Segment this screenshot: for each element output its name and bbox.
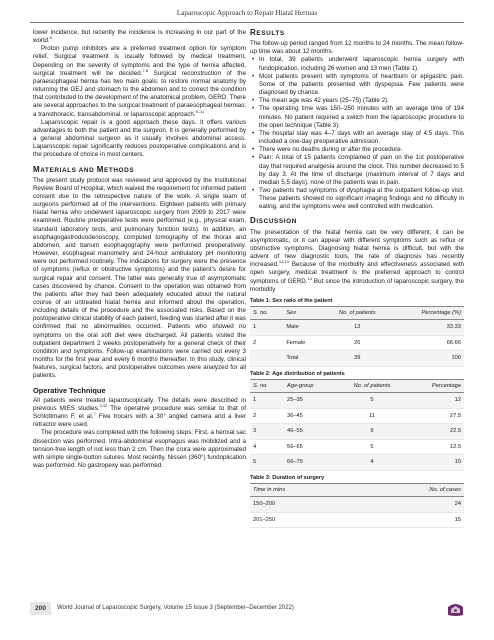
- table-cell: 4: [337, 455, 407, 471]
- table-cell: 1: [250, 393, 284, 409]
- table-cell: 66–75: [284, 455, 337, 471]
- table-cell: 100: [391, 351, 464, 367]
- table-row: [250, 455, 464, 471]
- page-number: 200: [30, 602, 51, 615]
- table-header: Time in mins: [250, 483, 358, 496]
- table-cell: 26: [323, 335, 391, 351]
- table3-caption: Table 3: Duration of surgery: [250, 474, 325, 481]
- citation: 3,12: [99, 402, 108, 408]
- table-row: [250, 408, 464, 424]
- results-paragraph: The follow-up period ranged from 12 months to 24 months. The mean follow-up time was about 12 months.: [250, 40, 464, 56]
- citation: 12,13: [278, 259, 289, 265]
- operative-paragraph: [33, 397, 246, 430]
- table-cell: 150–200: [250, 497, 358, 513]
- results-list-item: • Most patients present with symptoms of heartburn or epigastric pain. Some of the patients presented with dyspepsia. Few patients were diagnosed by chance.: [250, 73, 464, 97]
- table-cell: 201–250: [250, 512, 358, 528]
- running-header: Laparoscopic Approach to Repair Hiatal Hernias: [176, 9, 318, 17]
- sex-ratio-table: [250, 306, 464, 367]
- methods-paragraph: The present study protocol was reviewed and approved by the Institutional Review Board of Hospital, which waived the requirement for informed patient consent due to the retrospective nature of the work. A single team of surgeons performed all of the interventions. Eighteen patients with primary hiatal hernia who underwent laparoscopic surgery from 2009 to 2017 were examined. Routine preoperative tests were performed (e.g., physical exam, standard laboratory tests, and pulmonary function tests). In addition, an esophagogastroduodenoscopy, computed tomography of the thorax and abdomen, and barium esophagography were performed preoperatively. However, esophageal manometry and 24-hour ambulatory pH monitoring were not performed routinely. The indications for surgery were the presence of symptoms (reflux or obstructive symptoms) and the patient’s desire for surgical repair and consent. The latter was generally true of asymptomatic cases discovered by chance. Consent to the operation was obtained from the patients after they had been adequately educated about the natural course of an untreated hiatal hernia and informed about the operation, including details of the procedure and the associated risks. Based on the postoperative clinical stability of each patient, feeding was started after it was confirmed that no abnormalities occurred. Patients who showed no symptoms on the oral soft diet were discharged. All patients visited the outpatient department 2 weeks postoperatively for a general check of their condition and symptoms. Follow-up examinations were carried out every 3 months for the first year and every 6 months thereafter. In this study, clinical features, surgical factors, and postoperative outcomes were analyzed for all patients.: [33, 176, 246, 380]
- discussion-paragraph: [250, 229, 464, 294]
- results-list: [250, 56, 464, 211]
- table-cell: 22.5: [407, 424, 464, 440]
- results-list-item: • The mean age was 42 years (25–75) (Table 2).: [250, 97, 464, 105]
- citation: 14: [307, 275, 312, 281]
- table-cell: 46–55: [284, 424, 337, 440]
- table-cell: 3: [250, 424, 284, 440]
- discussion-text-c: But since the introduction of laparoscopic surgery, the morbidity: [250, 277, 464, 293]
- table-cell: 24: [358, 497, 464, 513]
- table-cell: 11: [337, 408, 407, 424]
- table-cell: Male: [283, 320, 323, 336]
- discussion-heading: DISCUSSION: [250, 216, 297, 226]
- discussion-text-a: The presentation of the hiatal hernia can be very different, it can be asymptomatic, or it can appear with different symptoms such as reflux or obstructive symptoms. Diagnosing hiatal hernia is difficult, but with the advent of new diagnostic tools, the rate of diagnosis has recently increased.: [250, 228, 464, 269]
- right-column: [250, 29, 464, 530]
- table-cell: 36–45: [284, 408, 337, 424]
- results-list-item: • In total, 39 patients underwent laparoscopic hernia surgery with fundoplication, including 26 women and 13 men (Table 1).: [250, 56, 464, 72]
- table-cell: 9: [337, 424, 407, 440]
- table-row: [250, 439, 464, 455]
- table-row: [250, 512, 464, 528]
- table-header: S. no.: [250, 379, 284, 392]
- table-cell: Female: [283, 335, 323, 351]
- operative-technique-heading: Operative Technique: [33, 385, 106, 395]
- table-cell: 1: [250, 320, 283, 336]
- table-cell: 4: [250, 439, 284, 455]
- table-cell: 5: [337, 393, 407, 409]
- table-cell: Total: [283, 351, 323, 367]
- citation: 7: [93, 411, 96, 417]
- ppi-text-a: Proton pump inhibitors are a preferred treatment option for symptom relief. Surgical treatment is usually followed by medical treatment. Depending on the severity of symptoms and the type of hernia affected, surgical treatment will be decided.: [33, 45, 246, 77]
- results-list-item: • The hospital stay was 4–7 days with an average stay of 4.5 days. This included a one-day preoperative admission.: [250, 130, 464, 146]
- table1-caption: Table 1: Sex ratio of the patient: [250, 297, 333, 304]
- table-cell: 5: [250, 455, 284, 471]
- operative-text-b: The operative procedure was similar to that of Schlottmann F, et al.: [33, 404, 247, 421]
- table-cell: 2: [250, 335, 283, 351]
- intro-text: lower incidence, but recently the incidence is increasing in our part of the world.: [33, 29, 246, 45]
- table-row: [250, 497, 464, 513]
- table-cell: 56–65: [284, 439, 337, 455]
- table-header: Sex: [283, 307, 323, 320]
- publisher-logo-icon: [447, 601, 464, 617]
- table-header: S. no.: [250, 307, 283, 320]
- table-cell: 33.33: [391, 320, 464, 336]
- table-row: [250, 393, 464, 409]
- results-list-item: • There were no deaths during or after the procedure.: [250, 146, 464, 154]
- ppi-paragraph: [33, 45, 246, 118]
- table-cell: 13: [323, 320, 391, 336]
- table-cell: 12.5: [407, 439, 464, 455]
- table-row: [250, 335, 464, 351]
- results-list-item: • Two patients had symptoms of dysphagia at the outpatient follow-up visit. These patients showed no significant imaging findings and no difficulty in eating, and the symptoms were well controlled with medication.: [250, 187, 464, 211]
- table-cell: 25–35: [284, 393, 337, 409]
- table-cell: 27.5: [407, 408, 464, 424]
- table-row: [250, 351, 464, 367]
- table-header: No. of patients: [323, 307, 391, 320]
- table-header: Percentage (%): [391, 307, 464, 320]
- ppi-text-b: Surgical reconstruction of the paraesophageal hernia has two main goals: to restore normal anatomy by returning the GEJ and stomach to the abdomen and to correct the condition that contributed to the development of the anatomical problem, GERD. There are several approaches to the surgical treatment of paraesophageal hernias; a transthoracic, transabdominal, or laparoscopic approach.: [33, 69, 246, 118]
- table2-caption: Table 2: Age distribution of patients: [250, 370, 345, 377]
- table-cell: 5: [337, 439, 407, 455]
- intro-paragraph: [33, 29, 246, 45]
- table-cell: 12: [407, 393, 464, 409]
- table-cell: 66.66: [391, 335, 464, 351]
- table-header: Percentage: [407, 379, 464, 392]
- left-column: [33, 29, 246, 470]
- journal-citation: World Journal of Laparoscopic Surgery, Volume 15 Issue 3 (September–December 2022): [57, 605, 294, 611]
- results-heading: RESULTS: [250, 28, 285, 37]
- table-cell: 39: [323, 351, 391, 367]
- materials-methods-heading: MATERIALS AND METHODS: [33, 164, 135, 174]
- header-rule: [30, 22, 464, 23]
- surgery-duration-table: [250, 483, 464, 528]
- operative-text-c: Five trocars with a 30° angled camera and a liver retractor were used.: [33, 413, 246, 429]
- table-cell: 15: [358, 512, 464, 528]
- table-cell: 10: [407, 455, 464, 471]
- citation: 6: [49, 35, 52, 41]
- procedure-paragraph: The procedure was completed with the following steps: First, a hernial sac dissection was performed. Intra-abdominal esophagus was mobilized and a tension-free length of not less than 2 cm. Then the crura were approximated with simple single-button sutures. Most recently, Nissen (360°) fundoplication was performed. No gastropexy was performed.: [33, 429, 246, 469]
- results-list-item: • Pain: A total of 15 patients complained of pain on the 1st postoperative day that required analgesia around the clock. This number decreased to 5 by day 3. At the time of discharge (maximum interval of 7 days and median 5.5 days), none of the patients was in pain.: [250, 154, 464, 187]
- table-row: [250, 424, 464, 440]
- table-header: No. of cases: [358, 483, 464, 496]
- table-cell: 2: [250, 408, 284, 424]
- discussion-text-b: Because of the morbidity and effectiveness associated with open surgery, medical treatment is the preferred approach to control symptoms of GERD.: [250, 261, 464, 285]
- page-footer: [0, 602, 494, 616]
- table-row: [250, 320, 464, 336]
- results-list-item: • The operating time was 150–250 minutes with an average time of 194 minutes. No patient required a switch from the laparoscopic procedure to the open technique (Table 3).: [250, 105, 464, 129]
- laparoscopic-paragraph: Laparoscopic repair is a good approach these days. It offers various advantages to both the patient and the surgeon. It is generally performed by a general abdominal surgeon as it usually involves abdominal access. Laparoscopic repair significantly reduces postoperative complications and is the procedure of choice in most centers.: [33, 118, 246, 159]
- table-header: Age-group: [284, 379, 337, 392]
- age-distribution-table: [250, 379, 464, 471]
- table-cell: [250, 351, 283, 367]
- operative-text-a: All patients were treated laparoscopically. The details were described in previous MIES studies.: [33, 396, 246, 412]
- table-header: No. of patients: [337, 379, 407, 392]
- citation: 7,8: [142, 67, 149, 73]
- citation: 9–11: [195, 108, 205, 114]
